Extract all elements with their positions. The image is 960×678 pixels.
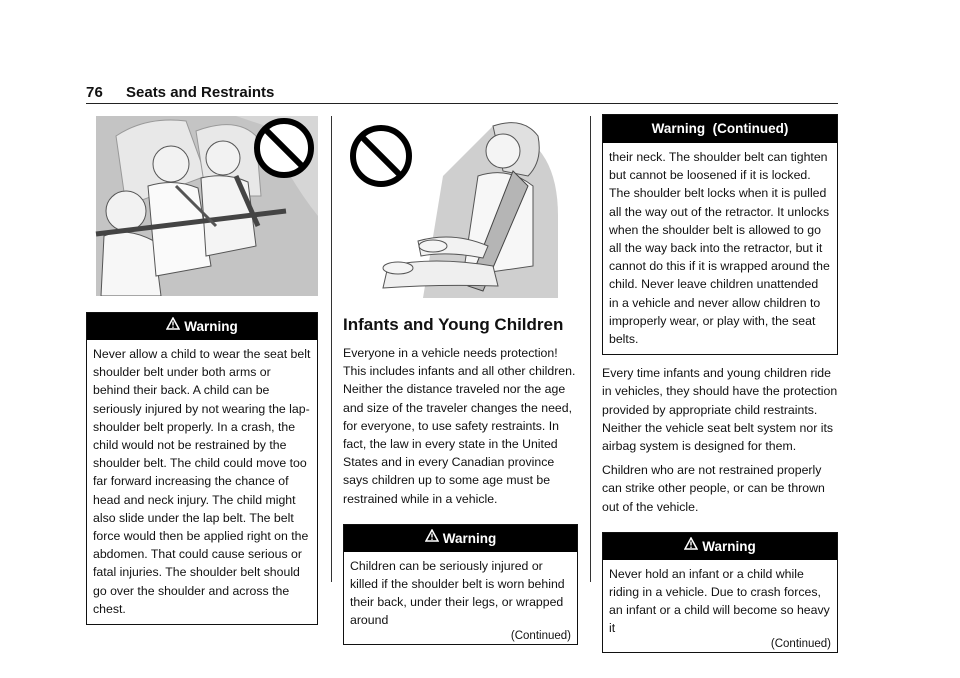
illustration-children-seatbelt	[86, 116, 318, 296]
warning-title: Warning	[702, 538, 756, 554]
continued-label: (Continued)	[770, 637, 831, 650]
warning-title: Warning (Continued)	[651, 121, 789, 136]
warning-triangle-icon	[684, 532, 698, 559]
warning-header	[603, 533, 837, 560]
section-heading: Infants and Young Children	[343, 315, 564, 334]
warning-box-hold-infant	[602, 532, 838, 653]
prohibition-icon	[353, 128, 409, 184]
warning-text: Never allow a child to wear the seat belt shoulder belt under both arms or behind their back. A child can be seriously injured by not wearing the lap-shoulder belt properly. In a crash, the child would not be restrained by the shoulder belt. The child could move too far forward increasing the chance of head and neck injury. The child might also slide under the lap belt. The belt force would then be applied right on the abdomen. That could cause serious or fatal injuries. The shoulder belt should go over the shoulder and across the chest.	[93, 347, 311, 616]
warning-triangle-icon	[166, 312, 180, 339]
continued-label: (Continued)	[510, 629, 571, 642]
column-divider-2	[590, 116, 591, 582]
section-title: Seats and Restraints	[126, 84, 275, 101]
illustration-woman-seatbelt	[343, 116, 578, 298]
warning-header	[87, 313, 317, 340]
warning-header	[344, 525, 577, 552]
column-divider-1	[331, 116, 332, 582]
warning-box-behind-back	[343, 524, 578, 645]
warning-box-continued	[602, 114, 838, 355]
paragraph-not-restrained: Children who are not restrained properly can strike other people, or can be thrown out of the vehicle.	[602, 463, 825, 514]
header-rule	[86, 103, 838, 104]
paragraph-child-restraints: Every time infants and young children ride in vehicles, they should have the protection provided by appropriate child restraints. Neither the vehicle seat belt system nor its airbag system is designed for them.	[602, 366, 838, 454]
warning-title: Warning	[184, 319, 238, 334]
prohibition-icon	[257, 121, 311, 175]
warning-triangle-icon	[425, 524, 439, 551]
paragraph-infants: Everyone in a vehicle needs protection! This includes infants and all other children. Neither the distance traveled nor the age and size of the traveler changes the need, for everyone, to use safety restraints. In fact, the law in every state in the United States and in every Canadian province says children up to some age must be restrained while in a vehicle.	[343, 346, 576, 506]
warning-title: Warning	[442, 530, 497, 546]
column-1	[86, 116, 318, 625]
warning-text: Children can be seriously injured or killed if the shoulder belt is worn behind their back, under their legs, or wrapped around	[350, 558, 565, 628]
warning-text: their neck. The shoulder belt can tighten but cannot be loosened if it is locked. The shoulder belt locks when it is pulled all the way out of the retractor. It unlocks when the shoulder belt is allowed to go all the way back into the retractor, but it cannot do this if it is wrapped around the child. Never leave children unattended in a vehicle and never allow children to improperly wear, or play with, the seat belts.	[609, 150, 830, 347]
warning-box-lap-shoulder	[86, 312, 318, 625]
warning-header	[603, 115, 837, 143]
column-2	[343, 116, 578, 645]
warning-text: Never hold an infant or a child while riding in a vehicle. Due to crash forces, an infant or a child will become so heavy it	[609, 566, 830, 636]
page-header	[86, 84, 838, 104]
column-3	[602, 114, 838, 653]
page-number: 76	[86, 84, 104, 101]
